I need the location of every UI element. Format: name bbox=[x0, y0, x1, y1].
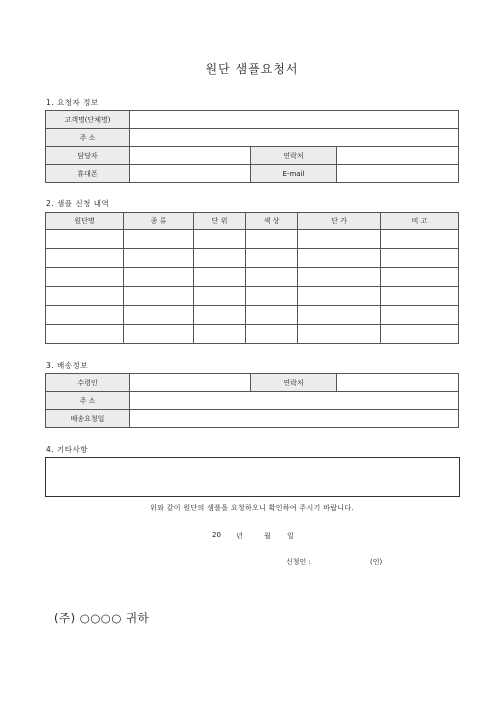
delivery-date-field[interactable] bbox=[130, 410, 459, 428]
date-day-unit: 일 bbox=[287, 532, 294, 540]
table-row bbox=[46, 230, 459, 249]
table-cell[interactable] bbox=[246, 268, 298, 287]
section4-label: 4. 기타사항 bbox=[46, 445, 89, 454]
table-cell[interactable] bbox=[246, 287, 298, 306]
customer-name-label: 고객명(단체명) bbox=[46, 111, 130, 129]
table-cell[interactable] bbox=[381, 230, 459, 249]
receiver-field[interactable] bbox=[130, 374, 251, 392]
table-cell[interactable] bbox=[46, 268, 124, 287]
table-cell[interactable] bbox=[46, 325, 124, 344]
table-cell[interactable] bbox=[46, 249, 124, 268]
col-remarks: 비 고 bbox=[381, 213, 459, 230]
delivery-table bbox=[45, 373, 459, 428]
table-cell[interactable] bbox=[46, 306, 124, 325]
requester-table bbox=[45, 110, 459, 183]
table-cell[interactable] bbox=[124, 287, 194, 306]
date-year: 20 bbox=[212, 531, 221, 539]
table-cell[interactable] bbox=[298, 230, 381, 249]
col-fabric-name: 원단명 bbox=[46, 213, 124, 230]
table-cell[interactable] bbox=[124, 268, 194, 287]
table-cell[interactable] bbox=[194, 306, 246, 325]
applicant-label: 신청인 : bbox=[286, 558, 311, 566]
table-cell[interactable] bbox=[46, 287, 124, 306]
table-cell[interactable] bbox=[298, 325, 381, 344]
date-month-unit: 월 bbox=[264, 532, 271, 540]
table-cell[interactable] bbox=[124, 230, 194, 249]
table-cell[interactable] bbox=[298, 287, 381, 306]
delivery-date-label: 배송요청일 bbox=[46, 410, 130, 428]
table-row bbox=[46, 268, 459, 287]
sample-items-table bbox=[45, 212, 459, 344]
table-cell[interactable] bbox=[194, 325, 246, 344]
table-cell[interactable] bbox=[124, 306, 194, 325]
table-cell[interactable] bbox=[246, 325, 298, 344]
table-cell[interactable] bbox=[124, 325, 194, 344]
other-notes-box[interactable] bbox=[45, 457, 460, 497]
col-unit-price: 단 가 bbox=[298, 213, 381, 230]
table-cell[interactable] bbox=[194, 268, 246, 287]
manager-field[interactable] bbox=[130, 147, 251, 165]
requester-contact-field[interactable] bbox=[337, 147, 459, 165]
table-row bbox=[46, 306, 459, 325]
delivery-address-label: 주 소 bbox=[46, 392, 130, 410]
delivery-contact-label: 연락처 bbox=[251, 374, 337, 392]
section3-label: 3. 배송정보 bbox=[46, 361, 89, 370]
table-cell[interactable] bbox=[194, 287, 246, 306]
table-cell[interactable] bbox=[381, 287, 459, 306]
email-field[interactable] bbox=[337, 165, 459, 183]
col-unit: 단 위 bbox=[194, 213, 246, 230]
receiver-label: 수령인 bbox=[46, 374, 130, 392]
table-cell[interactable] bbox=[381, 249, 459, 268]
requester-address-field[interactable] bbox=[130, 129, 459, 147]
col-color: 색 상 bbox=[246, 213, 298, 230]
request-statement: 위와 같이 원단의 샘플을 요청하오니 확인하여 주시기 바랍니다. bbox=[150, 504, 354, 512]
seal-label: (인) bbox=[370, 558, 383, 566]
requester-address-label: 주 소 bbox=[46, 129, 130, 147]
section1-label: 1. 요청자 정보 bbox=[46, 98, 99, 107]
table-cell[interactable] bbox=[298, 268, 381, 287]
table-cell[interactable] bbox=[194, 230, 246, 249]
table-cell[interactable] bbox=[381, 268, 459, 287]
section2-label: 2. 샘플 신청 내역 bbox=[46, 199, 110, 208]
email-label: E-mail bbox=[251, 165, 337, 183]
mobile-field[interactable] bbox=[130, 165, 251, 183]
col-type: 종 류 bbox=[124, 213, 194, 230]
table-row bbox=[46, 249, 459, 268]
page-title: 원단 샘플요청서 bbox=[205, 62, 299, 76]
table-cell[interactable] bbox=[246, 306, 298, 325]
table-cell[interactable] bbox=[46, 230, 124, 249]
delivery-address-field[interactable] bbox=[130, 392, 459, 410]
requester-contact-label: 연락처 bbox=[251, 147, 337, 165]
delivery-contact-field[interactable] bbox=[337, 374, 459, 392]
table-cell[interactable] bbox=[298, 249, 381, 268]
table-cell[interactable] bbox=[381, 306, 459, 325]
table-cell[interactable] bbox=[246, 249, 298, 268]
table-cell[interactable] bbox=[298, 306, 381, 325]
table-cell[interactable] bbox=[381, 325, 459, 344]
customer-name-field[interactable] bbox=[130, 111, 459, 129]
table-cell[interactable] bbox=[194, 249, 246, 268]
manager-label: 담당자 bbox=[46, 147, 130, 165]
mobile-label: 휴대폰 bbox=[46, 165, 130, 183]
table-cell[interactable] bbox=[124, 249, 194, 268]
date-year-unit: 년 bbox=[236, 532, 243, 540]
table-cell[interactable] bbox=[246, 230, 298, 249]
recipient-line: (주) ○○○○ 귀하 bbox=[54, 611, 150, 625]
table-row bbox=[46, 325, 459, 344]
table-row bbox=[46, 287, 459, 306]
